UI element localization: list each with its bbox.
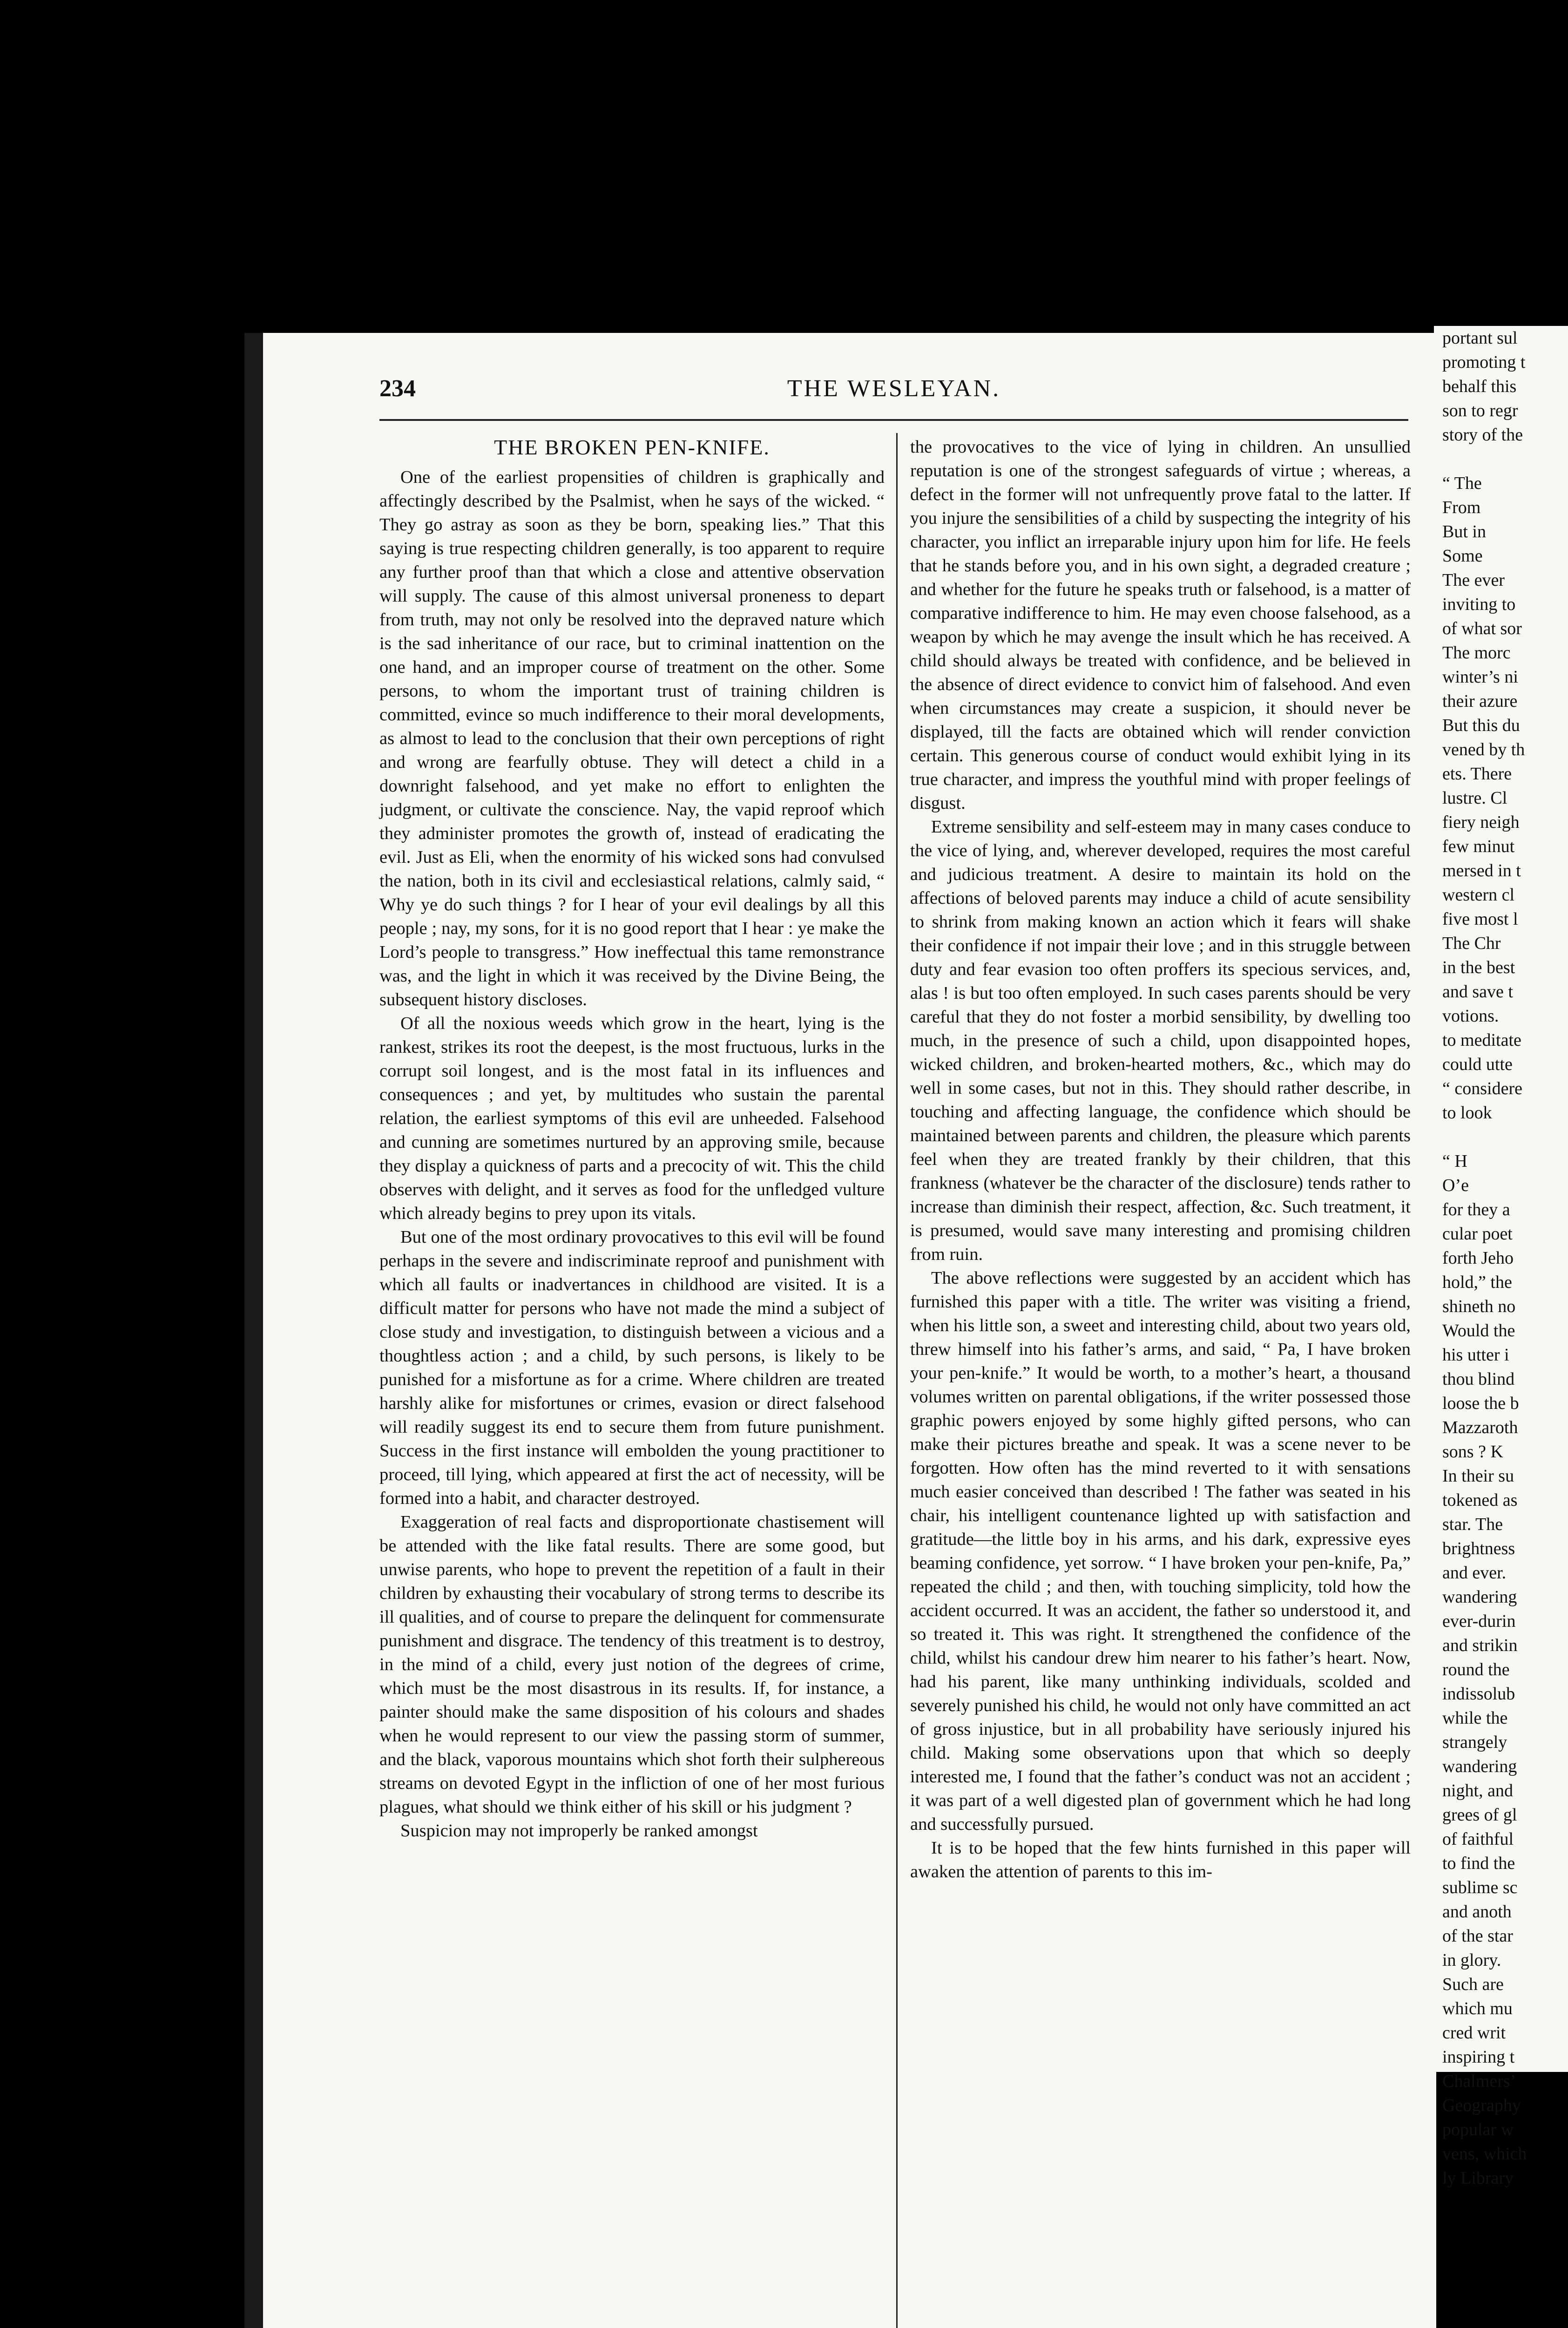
fragment-line: wandering <box>1442 1587 1517 1607</box>
fragment-line: Geography <box>1442 2096 1521 2115</box>
paragraph: Exaggeration of real facts and disproportionate chastisement will be attended with the like fatal results. There are some good, but unwise parents, who hope to prevent the repetition of a fault in their children by exhausting their vocabulary of strong terms to describe its ill qualities, and of course to prepare the delinquent for commensurate punishment and disgrace. The tendency of this treatment is to destroy, in the mind of a child, every just notion of the degrees of crime, which must be the most disastrous in its results. If, for instance, a painter should make the same disposition of his colours and shades when he would represent to our view the passing storm of summer, and the black, vaporous mountains which shot forth their sulphereous streams on devoted Egypt in the infliction of one of her most furious plagues, what should we think either of his skill or his judgment ? <box>379 1512 885 1817</box>
fragment-line: cular poet <box>1442 1224 1513 1244</box>
fragment-line: portant sul <box>1442 328 1518 348</box>
fragment-line: vened by th <box>1442 740 1525 759</box>
fragment-line: popular w <box>1442 2120 1514 2139</box>
fragment-line: tokened as <box>1442 1490 1518 1510</box>
fragment-line: western cl <box>1442 885 1515 905</box>
left-column <box>379 435 885 1843</box>
fragment-line: shineth no <box>1442 1297 1516 1316</box>
fragment-line: votions. <box>1442 1006 1499 1026</box>
fragment-line: and strikin <box>1442 1636 1518 1655</box>
fragment-line: O’e <box>1442 1176 1469 1195</box>
fragment-line: sons ? K <box>1442 1442 1503 1462</box>
fragment-line: star. The <box>1442 1515 1503 1534</box>
fragment-line: Some <box>1442 546 1483 566</box>
header-rule <box>379 419 1408 421</box>
paragraph: Suspicion may not improperly be ranked amongst <box>400 1821 758 1841</box>
paragraph: The above reflections were suggested by an accident which has furnished this paper with a title. The writer was visiting a friend, when his little son, a sweet and interesting child, about two years old, threw himself into his father’s arms, and said, “ Pa, I have broken your pen-knife.” It would be worth, to a mother’s heart, a thousand volumes written on parental obligations, if the writer possessed those graphic powers enjoyed by some highly gifted persons, who can make their pictures breathe and speak. It was a scene never to be forgotten. How often has the mind reverted to it with sensations much easier conceived than described ! The father was seated in his chair, his intelligent countenance lighted up with satisfaction and gratitude—the little boy in his arms, and his dark, expressive eyes beaming confidence, yet sorrow. “ I have broken your pen-knife, Pa,” repeated the child ; and then, with touching simplicity, told how the accident occurred. It was an accident, the father so understood it, and so treated it. This was right. It strengthened the confidence of the child, whilst his candour drew him nearer to his father’s heart. Now, had his parent, like many unthinking individuals, scolded and severely punished his child, he would not only have committed an act of gross injustice, but in all probability have seriously injured his child. Making some observations upon that which so deeply interested me, I found that the father’s conduct was not an accident ; it was part of a well digested plan of government which he had long and successfully pursued. <box>910 1268 1411 1834</box>
fragment-line: wandering <box>1442 1757 1517 1776</box>
fragment-line: thou blind <box>1442 1369 1515 1389</box>
fragment-line: But in <box>1442 522 1486 541</box>
running-head <box>379 375 1408 412</box>
fragment-line: ly Library <box>1442 2168 1514 2188</box>
fragment-line: could utte <box>1442 1055 1513 1074</box>
fragment-line: five most l <box>1442 909 1518 929</box>
fragment-line: night, and <box>1442 1781 1513 1800</box>
book-page <box>244 333 1436 2328</box>
fragment-line: grees of gl <box>1442 1805 1517 1825</box>
right-column <box>910 435 1411 1884</box>
fragment-line: strangely <box>1442 1732 1507 1752</box>
fragment-line: while the <box>1442 1708 1508 1728</box>
fragment-line: of faithful <box>1442 1829 1514 1849</box>
paragraph: But one of the most ordinary provocatives to this evil will be found perhaps in the severe and indiscriminate reproof and punishment with which all faults or inadvertances in childhood are visited. It is a difficult matter for persons who have not made the mind a subject of close study and investigation, to distinguish between a vicious and a thoughtless action ; and a child, by such persons, is likely to be punished for a misfortune as for a crime. Where children are treated harshly alike for misfortunes or crimes, evasion or direct falsehood will readily suggest its end to secure them from future punishment. Success in the first instance will embolden the young practitioner to proceed, till lying, which appeared at first the act of necessity, will be formed into a habit, and character destroyed. <box>379 1227 885 1508</box>
journal-title: THE WESLEYAN. <box>787 375 1001 402</box>
fragment-line: “ H <box>1442 1151 1467 1171</box>
fragment-line: winter’s ni <box>1442 667 1518 687</box>
fragment-line: The ever <box>1442 570 1505 590</box>
fragment-line: Chalmers’ <box>1442 2071 1516 2091</box>
fragment-line: fiery neigh <box>1442 812 1520 832</box>
fragment-line: mersed in t <box>1442 861 1521 880</box>
fragment-line: of what sor <box>1442 619 1522 638</box>
fragment-line: ets. There <box>1442 764 1512 784</box>
fragment-line: ever-durin <box>1442 1611 1516 1631</box>
adjacent-page-edge <box>1434 326 1568 2188</box>
fragment-line: few minut <box>1442 837 1515 856</box>
fragment-line: inviting to <box>1442 595 1516 614</box>
fragment-line: to meditate <box>1442 1030 1521 1050</box>
fragment-line: behalf this <box>1442 377 1517 396</box>
fragment-line: promoting t <box>1442 352 1526 372</box>
paragraph: It is to be hoped that the few hints furnished in this paper will awaken the attention of parents to this im- <box>910 1838 1411 1881</box>
fragment-line: lustre. Cl <box>1442 788 1507 808</box>
fragment-line: which mu <box>1442 1999 1513 2018</box>
fragment-line: inspiring t <box>1442 2047 1515 2067</box>
line-gap <box>1434 1125 1568 1149</box>
fragment-line: and anoth <box>1442 1902 1512 1922</box>
fragment-line: brightness <box>1442 1539 1515 1558</box>
column-divider <box>896 433 898 2328</box>
fragment-line: “ considere <box>1442 1079 1522 1098</box>
fragment-line: story of the <box>1442 425 1523 445</box>
fragment-line: forth Jeho <box>1442 1248 1514 1268</box>
fragment-line: of the star <box>1442 1926 1513 1946</box>
fragment-line: Such are <box>1442 1975 1504 1994</box>
fragment-line: round the <box>1442 1660 1510 1679</box>
fragment-line: his utter i <box>1442 1345 1509 1365</box>
fragment-line: From <box>1442 498 1481 517</box>
fragment-line: cred writ <box>1442 2023 1506 2043</box>
line-gap <box>1434 447 1568 471</box>
fragment-line: But this du <box>1442 716 1520 735</box>
fragment-line: vens, which <box>1442 2144 1527 2164</box>
fragment-line: indissolub <box>1442 1684 1515 1704</box>
fragment-line: loose the b <box>1442 1394 1519 1413</box>
page-number: 234 <box>379 375 416 402</box>
fragment-line: Would the <box>1442 1321 1515 1340</box>
fragment-line: sublime sc <box>1442 1878 1518 1897</box>
fragment-line: in glory. <box>1442 1950 1501 1970</box>
fragment-line: Mazzaroth <box>1442 1418 1518 1437</box>
fragment-line: The morc <box>1442 643 1511 663</box>
paragraph: One of the earliest propensities of children is graphically and affectingly described by the Psalmist, when he says of the wicked. “ They go astray as soon as they be born, speaking lies.” That this saying is true respecting children generally, is too apparent to require any further proof than that which a close and attentive observation will supply. The cause of this almost universal proneness to depart from truth, may not only be resolved into the depraved nature which is the sad inheritance of our race, but to criminal inattention on the one hand, and an improper course of treatment on the other. Some persons, to whom the important trust of training children is committed, evince so much indifference to their moral developments, as almost to lead to the conclusion that their own perceptions of right and wrong are fearfully obtuse. They will detect a child in a downright falsehood, and yet make no effort to enlighten the judgment, or cultivate the conscience. Nay, the vapid reproof which they administer promotes the growth of, instead of eradicating the evil. Just as Eli, when the enormity of his wicked sons had convulsed the nation, both in its civil and ecclesiastical relations, calmly said, “ Why ye do such things ? for I hear of your evil dealings by all this people ; nay, my sons, for it is no good report that I hear : ye make the Lord’s people to transgress.” How ineffectual this tame remonstrance was, and the light in which it was received by the Divine Being, the subsequent history discloses. <box>379 467 885 1009</box>
fragment-line: in the best <box>1442 958 1515 977</box>
fragment-line: their azure <box>1442 691 1518 711</box>
fragment-line: son to regr <box>1442 401 1518 420</box>
fragment-line: to look <box>1442 1103 1492 1123</box>
fragment-line: “ The <box>1442 474 1482 493</box>
fragment-line: for they a <box>1442 1200 1510 1219</box>
fragment-line: and ever. <box>1442 1563 1507 1583</box>
fragment-line: to find the <box>1442 1854 1515 1873</box>
fragment-line: and save t <box>1442 982 1513 1002</box>
fragment-line: hold,” the <box>1442 1272 1512 1292</box>
fragment-line: The Chr <box>1442 934 1501 953</box>
paragraph: Of all the noxious weeds which grow in the heart, lying is the rankest, strikes its root the deepest, is the most fructuous, lurks in the corrupt soil longest, and is the most fatal in its influences and consequences ; and yet, by multitudes who sustain the parental relation, the earliest symptoms of this evil are unheeded. Falsehood and cunning are sometimes nurtured by an approving smile, because they display a quickness of parts and a precocity of wit. This the child observes with delight, and it serves as food for the unfledged vulture which already begins to prey upon its vitals. <box>379 1014 885 1223</box>
paragraph: Extreme sensibility and self-esteem may in many cases conduce to the vice of lying, and, wherever developed, requires the most careful and judicious treatment. A desire to maintain its hold on the affections of beloved parents may induce a child of acute sensibility to shrink from making known an action which it fears will shake their confidence if not impair their love ; and in this struggle between duty and fear evasion too often proffers its specious services, and, alas ! is but too often employed. In such cases parents should be very careful that they do not foster a morbid sensibility, by dwelling too much, in the presence of such a child, upon disappointed hopes, wicked children, and broken-hearted mothers, &c., which may do well in some cases, but not in this. They should rather describe, in touching and affecting language, the confidence which should be maintained between parents and children, the pleasure which parents feel when they are treated frankly by their children, that this frankness (whatever be the character of the disclosure) tends rather to increase than diminish their respect, affection, &c. Such treatment, it is presumed, would save many interesting and promising children from ruin. <box>910 817 1411 1264</box>
article-title: THE BROKEN PEN-KNIFE. <box>494 435 770 459</box>
paragraph: the provocatives to the vice of lying in children. An unsullied reputation is one of the strongest safeguards of virtue ; whereas, a defect in the former will not unfrequently prove fatal to the latter. If you injure the sensibilities of a child by suspecting the integrity of his character, you inflict an irreparable injury upon him for life. He feels that he stands before you, and in his own sight, a degraded creature ; and whether for the future he speaks truth or falsehood, is a matter of comparative indifference to him. He may even choose falsehood, as a weapon by which he may avenge the insult which he has received. A child should always be treated with confidence, and be believed in the absence of direct evidence to convict him of falsehood. And even when circumstances may create a suspicion, it should never be displayed, till the facts are obtained which will render conviction certain. This generous course of conduct would exhibit lying in its true character, and impress the youthful mind with proper feelings of disgust. <box>910 437 1411 813</box>
fragment-line: In their su <box>1442 1466 1514 1486</box>
